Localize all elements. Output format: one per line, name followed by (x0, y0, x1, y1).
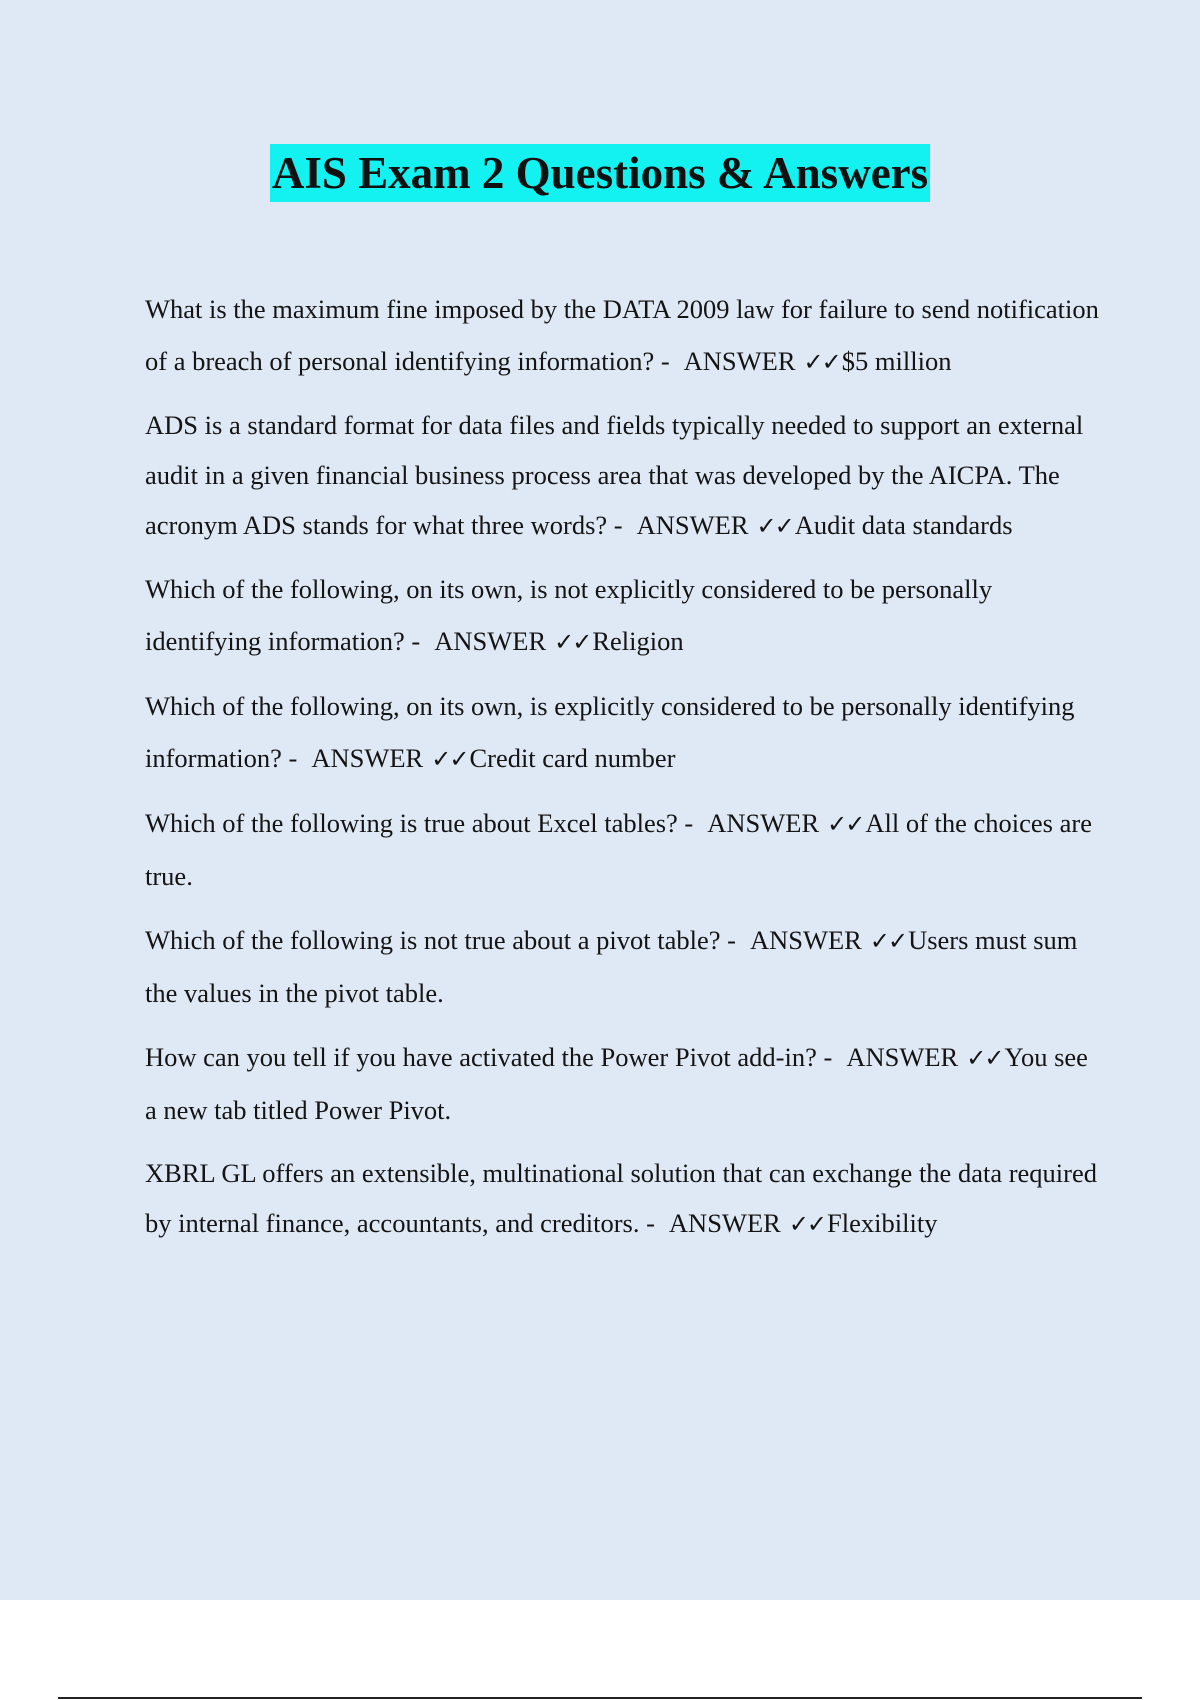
checkmark-icon: ✓✓ (966, 1044, 1003, 1072)
checkmark-icon: ✓✓ (554, 628, 591, 656)
answer-text: Audit data standards (794, 510, 1013, 540)
question-text: Which of the following, on its own, is not explicitly considered to be personally identifying information? - (145, 574, 993, 656)
answer-text: Flexibility (827, 1208, 938, 1238)
answer-label: ANSWER (749, 925, 862, 955)
answer-text: Users must sum the values in the pivot table. (145, 925, 1078, 1008)
question-text: XBRL GL offers an extensible, multinational solution that can exchange the data required by internal finance, accountants, and creditors. - (145, 1158, 1097, 1238)
answer-text: Credit card number (469, 743, 676, 773)
question-text: ADS is a standard format for data files and fields typically needed to support an external audit in a given financial business process area that was developed by the AICPA. The acronym ADS stands for what three words? - (145, 410, 1084, 540)
answer-text: Religion (592, 626, 684, 656)
qa-item (145, 680, 1105, 785)
answer-text: $5 million (841, 346, 952, 376)
answer-text: All of the choices are true. (145, 808, 1092, 891)
question-text: How can you tell if you have activated the Power Pivot add-in? - (145, 1042, 833, 1072)
question-text: Which of the following is not true about a pivot table? - (145, 925, 736, 955)
title-wrap (0, 144, 1200, 202)
qa-item (145, 1031, 1105, 1136)
answer-label: ANSWER (707, 808, 820, 838)
answer-label: ANSWER (683, 346, 796, 376)
qa-item (145, 1148, 1105, 1249)
qa-item (145, 914, 1105, 1019)
footer-divider (58, 1697, 1142, 1699)
checkmark-icon: ✓✓ (869, 927, 907, 955)
answer-text: You see a new tab titled Power Pivot. (145, 1042, 1088, 1125)
answer-label: ANSWER (311, 743, 424, 773)
question-text: What is the maximum fine imposed by the DATA 2009 law for failure to send notification of a breach of personal identifying information? - (145, 294, 1099, 376)
qa-item (145, 283, 1105, 388)
qa-list (145, 283, 1105, 1261)
question-text: Which of the following is true about Excel tables? - (145, 808, 694, 838)
checkmark-icon: ✓✓ (756, 512, 793, 540)
qa-item (145, 400, 1105, 551)
answer-label: ANSWER (846, 1042, 959, 1072)
checkmark-icon: ✓✓ (803, 348, 840, 376)
answer-label: ANSWER (668, 1208, 781, 1238)
checkmark-icon: ✓✓ (788, 1210, 826, 1238)
answer-label: ANSWER (636, 510, 749, 540)
qa-item (145, 563, 1105, 668)
answer-label: ANSWER (434, 626, 547, 656)
document-title: AIS Exam 2 Questions & Answers (270, 144, 930, 202)
checkmark-icon: ✓✓ (431, 745, 468, 773)
qa-item (145, 797, 1105, 902)
question-text: Which of the following, on its own, is explicitly considered to be personally identifying information? - (145, 691, 1075, 773)
checkmark-icon: ✓✓ (827, 810, 864, 838)
